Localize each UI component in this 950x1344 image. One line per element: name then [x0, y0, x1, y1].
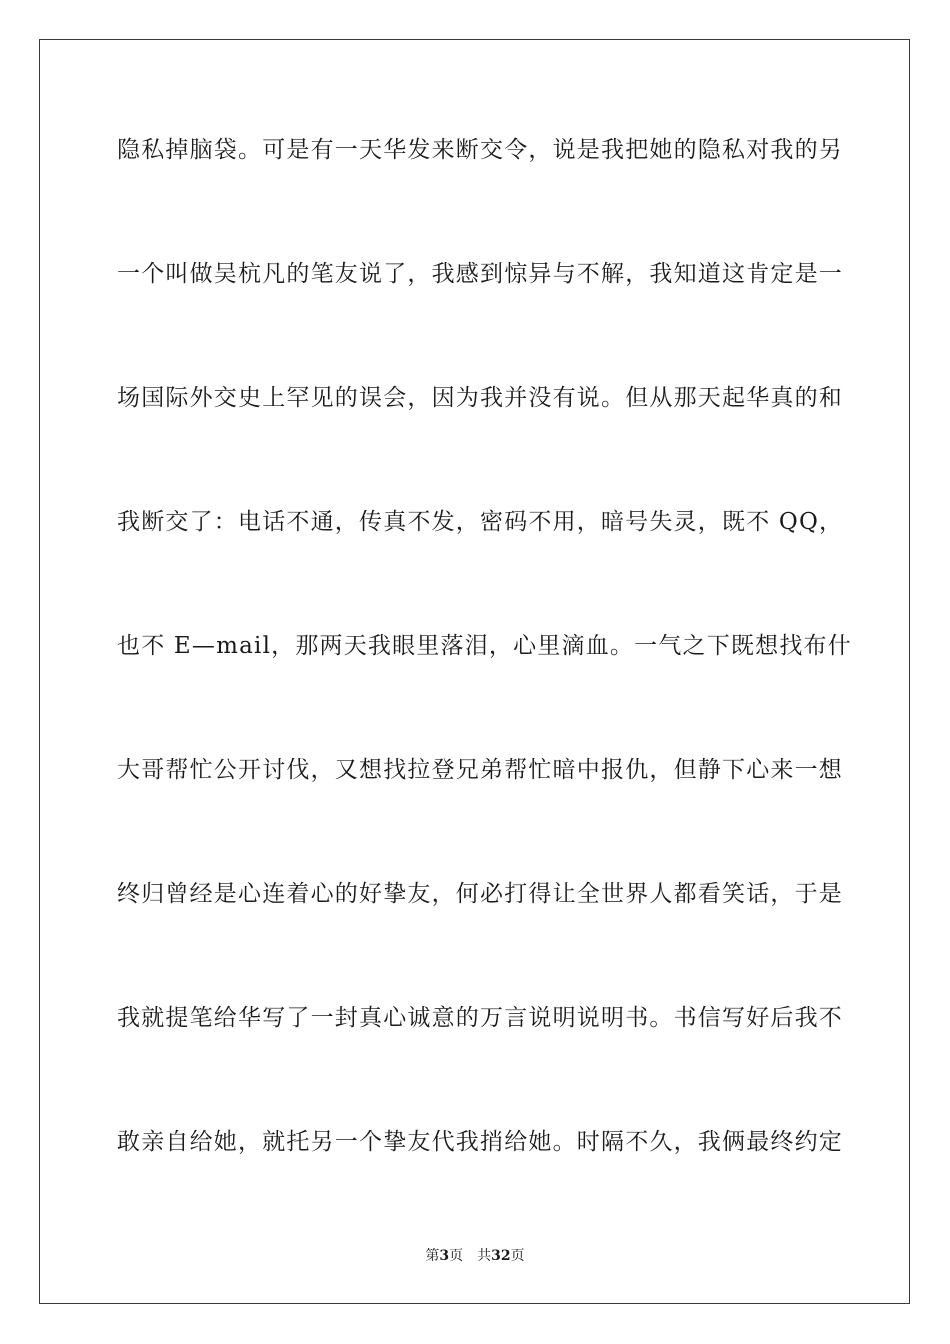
body-text-line: 我断交了：电话不通，传真不发，密码不用，暗号失灵，既不 QQ， — [117, 509, 844, 535]
body-text-line: 敢亲自给她，就托另一个挚友代我捎给她。时隔不久，我俩最终约定 — [117, 1129, 843, 1155]
body-text-line: 大哥帮忙公开讨伐，又想找拉登兄弟帮忙暗中报仇，但静下心来一想 — [117, 757, 843, 783]
page-number-suffix: 页 — [449, 1248, 464, 1264]
page-border — [39, 39, 910, 1304]
body-text-line: 也不 E—mail，那两天我眼里落泪，心里滴血。一气之下既想找布什 — [117, 633, 852, 659]
page-number-current: 3 — [439, 1248, 450, 1264]
page-footer — [0, 1247, 950, 1265]
body-text-line: 我就提笔给华写了一封真心诚意的万言说明说明书。书信写好后我不 — [117, 1005, 843, 1031]
page-number-prefix: 第 — [425, 1248, 440, 1264]
page-number-total: 32 — [491, 1248, 511, 1264]
body-text-line: 场国际外交史上罕见的误会，因为我并没有说。但从那天起华真的和 — [117, 385, 843, 411]
body-text-line: 终归曾经是心连着心的好挚友，何必打得让全世界人都看笑话，于是 — [117, 881, 843, 907]
page-total-suffix: 页 — [510, 1248, 525, 1264]
page-total-prefix: 共 — [477, 1248, 492, 1264]
body-text-line: 隐私掉脑袋。可是有一天华发来断交令，说是我把她的隐私对我的另 — [117, 137, 843, 163]
body-text-line: 一个叫做吴杭凡的笔友说了，我感到惊异与不解，我知道这肯定是一 — [117, 261, 843, 287]
